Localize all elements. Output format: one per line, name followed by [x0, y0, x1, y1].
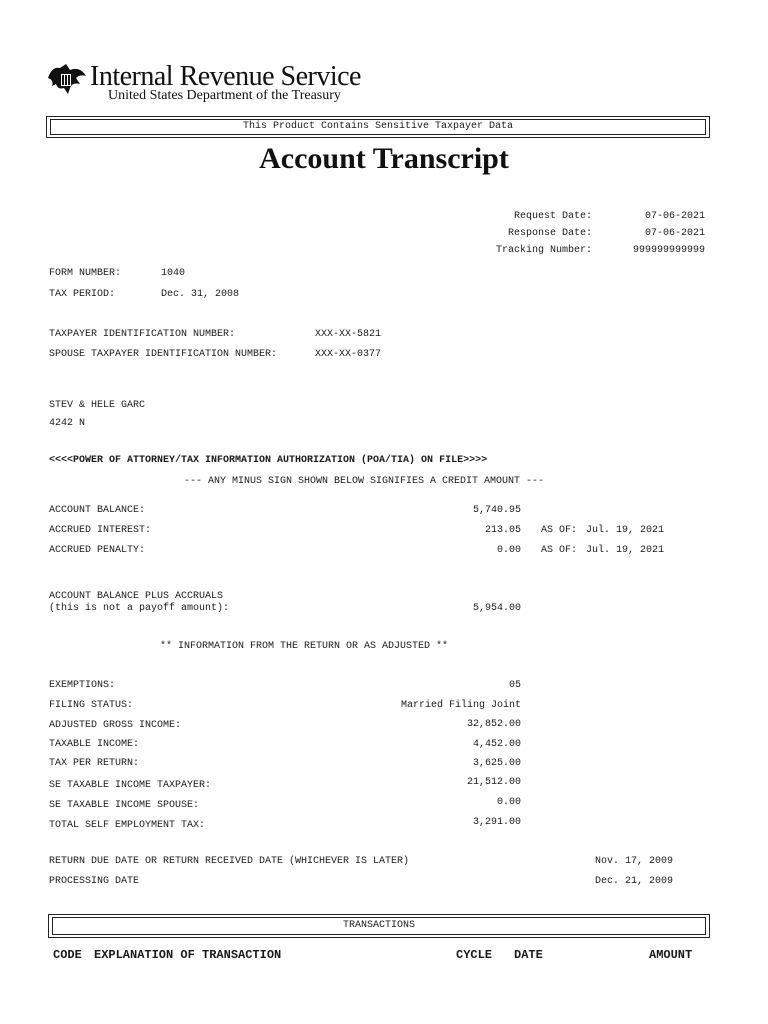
return-info-label: TAX PER RETURN:: [49, 758, 140, 769]
return-info-value: 21,512.00: [466, 777, 521, 788]
sensitive-notice-box: [46, 116, 710, 138]
taxpayer-name: STEV & HELE GARC: [49, 400, 146, 411]
accrued-interest: 213.05: [484, 525, 521, 536]
account-balance: 5,740.95: [472, 505, 521, 516]
column-header-amount: AMOUNT: [649, 948, 693, 962]
return-info-label: SE TAXABLE INCOME SPOUSE:: [49, 800, 200, 811]
agency-name: Internal Revenue Service: [90, 61, 361, 92]
spouse-tin-label: SPOUSE TAXPAYER IDENTIFICATION NUMBER:: [49, 349, 278, 360]
sensitive-notice: This Product Contains Sensitive Taxpayer Data: [50, 119, 706, 135]
spouse-tin: XXX-XX-0377: [315, 349, 382, 360]
tracking-number-label: Tracking Number:: [495, 245, 592, 256]
tax-period-label: TAX PERIOD:: [49, 289, 116, 300]
balance-plus-accruals-label: ACCOUNT BALANCE PLUS ACCRUALS: [49, 591, 224, 602]
response-date: 07-06-2021: [644, 228, 705, 239]
tracking-number: 999999999999: [632, 245, 705, 256]
form-number: 1040: [161, 268, 186, 279]
accrued-penalty: 0.00: [496, 545, 521, 556]
accrued-penalty-label: ACCRUED PENALTY:: [49, 545, 146, 556]
processing-date: Dec. 21, 2009: [594, 876, 673, 887]
return-info-value: 0.00: [496, 797, 521, 808]
column-header-code: CODE: [53, 948, 82, 962]
account-balance-label: ACCOUNT BALANCE:: [49, 505, 146, 516]
response-date-label: Response Date:: [507, 228, 592, 239]
accrued-interest-label: ACCRUED INTEREST:: [49, 525, 152, 536]
page-title: Account Transcript: [259, 142, 509, 175]
return-info-value: 3,291.00: [472, 817, 521, 828]
return-info-value: 32,852.00: [466, 719, 521, 730]
eagle-icon: [46, 62, 88, 96]
return-info-value: 4,452.00: [472, 739, 521, 750]
payoff-disclaimer: (this is not a payoff amount):: [49, 603, 230, 614]
accrued-penalty-asof: Jul. 19, 2021: [586, 545, 665, 556]
return-info-label: FILING STATUS:: [49, 700, 134, 711]
accrued-interest-asof-label: AS OF:: [541, 525, 578, 536]
balance-plus-accruals: 5,954.00: [472, 603, 521, 614]
taxpayer-address: 4242 N: [49, 418, 86, 429]
transactions-heading: TRANSACTIONS: [52, 917, 706, 935]
tin-label: TAXPAYER IDENTIFICATION NUMBER:: [49, 329, 236, 340]
return-info-value: 3,625.00: [472, 758, 521, 769]
accrued-interest-asof: Jul. 19, 2021: [586, 525, 665, 536]
tin: XXX-XX-5821: [315, 329, 382, 340]
return-info-label: ADJUSTED GROSS INCOME:: [49, 720, 182, 731]
return-due-date: Nov. 17, 2009: [594, 856, 673, 867]
minus-sign-notice: --- ANY MINUS SIGN SHOWN BELOW SIGNIFIES A CREDIT AMOUNT ---: [184, 476, 545, 487]
processing-date-label: PROCESSING DATE: [49, 876, 140, 887]
department-name: United States Department of the Treasury: [108, 88, 341, 103]
return-info-heading: ** INFORMATION FROM THE RETURN OR AS ADJUSTED **: [160, 641, 449, 652]
accrued-penalty-asof-label: AS OF:: [541, 545, 578, 556]
return-info-label: TOTAL SELF EMPLOYMENT TAX:: [49, 820, 206, 831]
return-due-date-label: RETURN DUE DATE OR RETURN RECEIVED DATE (WHICHEVER IS LATER): [49, 856, 410, 867]
irs-logo: [46, 60, 386, 108]
column-header-date: DATE: [514, 948, 543, 962]
transactions-heading-box: [48, 914, 710, 938]
request-date: 07-06-2021: [644, 211, 705, 222]
return-info-label: TAXABLE INCOME:: [49, 739, 140, 750]
return-info-label: SE TAXABLE INCOME TAXPAYER:: [49, 780, 212, 791]
return-info-value: Married Filing Joint: [400, 700, 521, 711]
column-header-explanation: EXPLANATION OF TRANSACTION: [94, 948, 282, 962]
form-number-label: FORM NUMBER:: [49, 268, 122, 279]
poa-notice: <<<<POWER OF ATTORNEY/TAX INFORMATION AUTHORIZATION (POA/TIA) ON FILE>>>>: [49, 455, 488, 466]
column-header-cycle: CYCLE: [456, 948, 493, 962]
request-date-label: Request Date:: [513, 211, 592, 222]
return-info-label: EXEMPTIONS:: [49, 680, 116, 691]
return-info-value: 05: [508, 680, 521, 691]
tax-period: Dec. 31, 2008: [161, 289, 240, 300]
